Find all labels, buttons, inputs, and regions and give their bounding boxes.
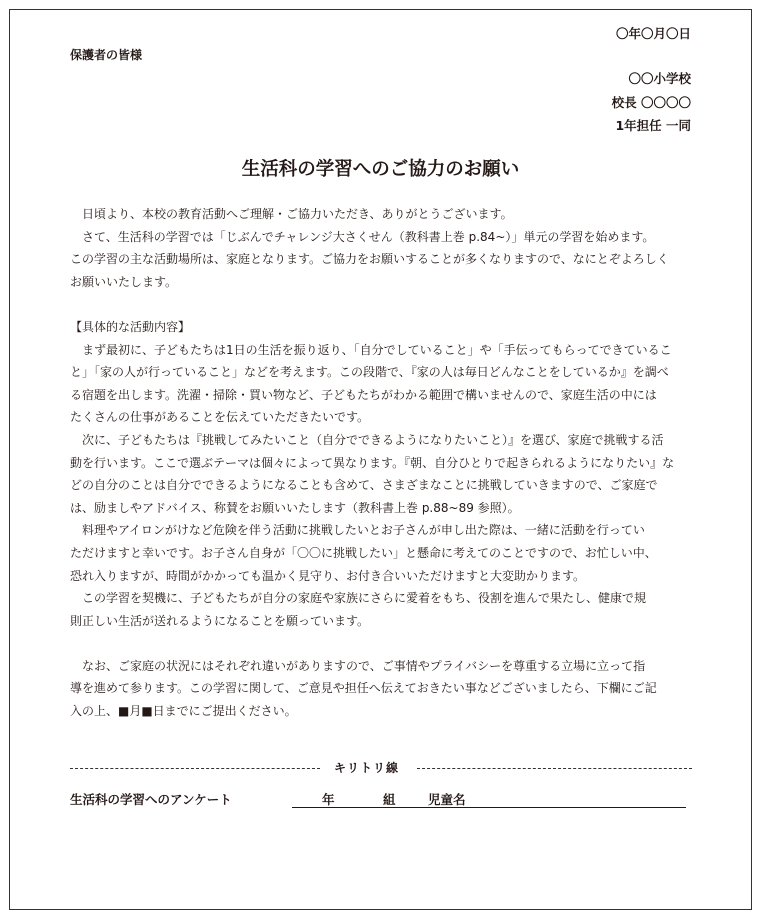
activity-line: この学習を契機に、子どもたちが自分の家庭や家族にさらに愛着をもち、役割を進んで果たし、健康で規 [82,591,647,606]
activity-line: は、励ましやアドバイス、称賛をお願いいたします（教科書上巻 p.88~89 参照）。 [70,500,520,515]
activity-line: 恐れ入りますが、時間がかかっても温かく見守り、お付き合いいただけますと大変助かります。 [70,568,586,583]
survey-year-label: 年 [322,792,335,807]
body-section [70,203,692,723]
intro-line: お願いいたします。 [70,274,178,289]
cut-line [70,759,692,777]
activity-line: まず最初に、子どもたちは1日の生活を振り返り、「自分でしていること」や「手伝ってもらってできているこ [82,342,672,357]
activity-line: ただけますと幸いです。お子さん自身が「〇〇に挑戦したい」と懸命に考えてのことですので、お忙しい中、 [70,545,657,560]
school-name: 〇〇小学校 [628,71,691,86]
activity-line: 則正しい生活が送れるようになることを願っています。 [70,613,370,628]
activity-line: 次に、子どもたちは『挑戦してみたいこと（自分でできるようになりたいこと）』を選び、家庭で挑戦する活 [82,432,664,447]
teacher-signature: 1年担任 一同 [615,118,691,133]
cut-line-label: キリトリ線 [334,761,400,775]
document-date: 〇年〇月〇日 [615,26,691,41]
paragraph-gap [70,293,692,316]
survey-name-label: 児童名 [428,792,466,807]
closing-line: 導を進めて参ります。この学習に関して、ご意見や担任へ伝えておきたい事などございましたら、下欄にご記 [70,681,657,696]
survey-title: 生活科の学習へのアンケート [70,792,232,807]
cut-line-dash-left [70,768,320,769]
addressee: 保護者の皆様 [70,48,143,62]
activity-line: たくさんの仕事があることを伝えていただきたいです。 [70,410,370,425]
closing-line: なお、ご家庭の状況にはそれぞれ違いがありますので、ご事情やプライバシーを尊重する立場に立って指 [82,658,646,673]
document-title: 生活科の学習へのご協力のお願い [241,159,520,180]
intro-line: この学習の主な活動場所は、家庭となります。ご協力をお願いすることが多くなりますので、なにとぞよろしく [70,252,669,267]
survey-fill-in-line [292,807,686,808]
survey-class-label: 組 [383,792,396,807]
activity-line: どの自分のことは自分でできるようになることも含めて、さまざまなことに挑戦していきますので、ご家庭で [70,478,658,493]
activity-line: 料理やアイロンがけなど危険を伴う活動に挑戦したいとお子さんが申し出た際は、一緒に活動を行ってい [82,523,645,538]
closing-line: 入の上、■月■日までにご提出ください。 [70,704,297,719]
principal-name: 校長 〇〇〇〇 [611,95,691,110]
activity-line: 動を行います。ここで選ぶテーマは個々によって異なります。『朝、自分ひとりで起きられるようになりたい』な [70,455,675,470]
activity-line: る宿題を出します。洗濯・掃除・買い物など、子どもたちがわかる範囲で構いませんので、家庭生活の中には [70,387,657,402]
intro-line: さて、生活科の学習では「じぶんでチャレンジ大さくせん（教科書上巻 p.84~）」単元の学習を始めます。 [82,229,655,244]
activity-heading: 【具体的な活動内容】 [70,319,191,334]
intro-paragraph-1: 日頃より、本校の教育活動へご理解・ご協力いただき、ありがとうございます。 [82,207,513,221]
paragraph-gap [70,632,692,655]
activity-line: と」「家の人が行っていること」などを考えます。この段階で、『家の人は毎日どんなことをしているか』を調べ [70,365,669,380]
cut-line-dash-right [417,768,692,769]
